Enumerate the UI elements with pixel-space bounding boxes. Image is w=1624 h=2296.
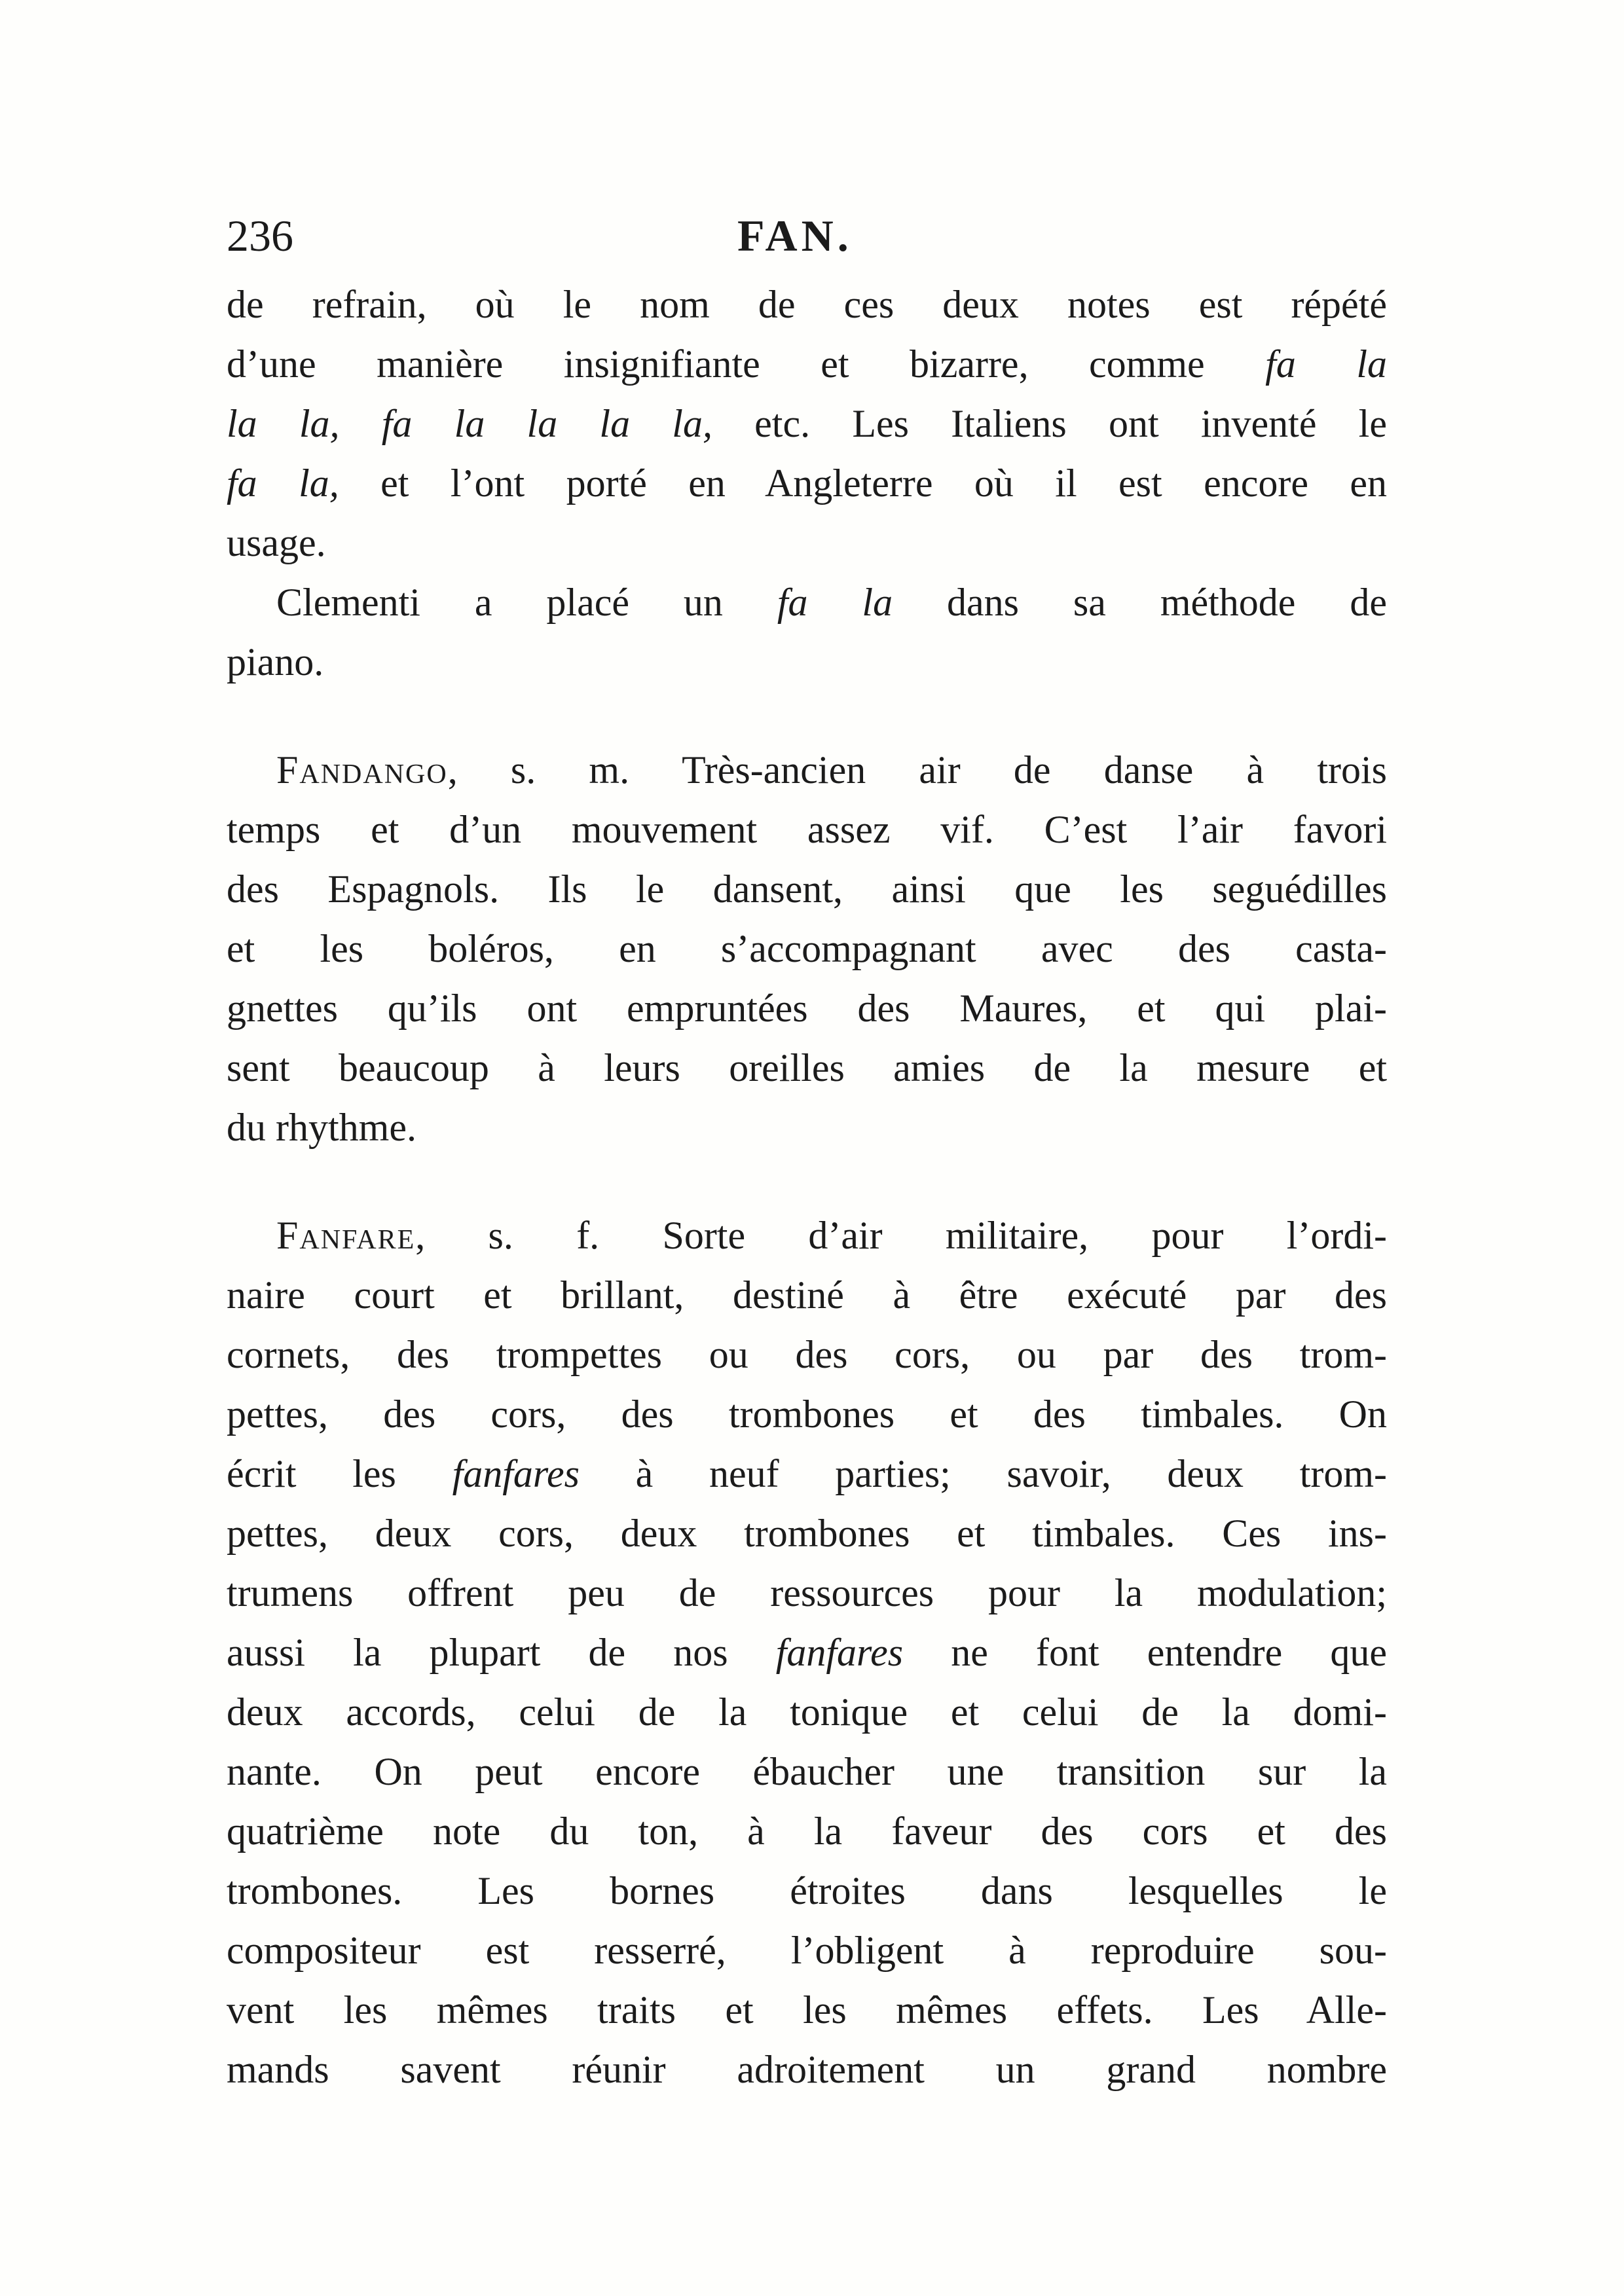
entry-headword: Fanfare (276, 1214, 416, 1257)
entry-headword: Fandango (276, 748, 448, 792)
text-run: piano. (227, 640, 324, 683)
text-line (227, 573, 1387, 632)
text-run: trombones. Les bornes étroites dans lesquelles le (227, 1869, 1387, 1912)
text-line (227, 1385, 1387, 1444)
text-run: temps et d’un mouvement assez vif. C’est l’air favori (227, 808, 1387, 851)
text-run: dans sa méthode de (893, 581, 1387, 624)
paragraph (227, 275, 1387, 573)
page-number: 236 (227, 211, 293, 261)
text-line (227, 1980, 1387, 2040)
text-run: trumens offrent peu de ressources pour la modulation; (227, 1571, 1387, 1614)
text-line (227, 1206, 1387, 1266)
text-line (227, 1266, 1387, 1325)
paragraph (227, 1206, 1387, 2100)
text-run: vent les mêmes traits et les mêmes effets. Les Alle- (227, 1988, 1387, 2032)
text-run: de refrain, où le nom de ces deux notes est répété (227, 283, 1387, 326)
text-line (227, 1921, 1387, 1980)
text-line (227, 513, 1387, 573)
text-line (227, 1038, 1387, 1098)
text-line (227, 1098, 1387, 1157)
page-header (227, 203, 1405, 268)
text-line (227, 1563, 1387, 1623)
text-run: compositeur est resserré, l’obligent à reproduire sou- (227, 1929, 1387, 1972)
text-line (227, 1802, 1387, 1861)
text-run: à neuf parties; savoir, deux trom- (580, 1452, 1387, 1495)
text-run: pettes, des cors, des trombones et des timbales. On (227, 1393, 1387, 1436)
text-run: et les boléros, en s’accompagnant avec des casta- (227, 927, 1387, 970)
text-line (227, 1325, 1387, 1385)
paragraph-gap (227, 1157, 1387, 1206)
text-line (227, 800, 1387, 860)
text-line (227, 860, 1387, 919)
text-run: et l’ont porté en Angleterre où il est encore en (339, 462, 1387, 505)
paragraph-gap (227, 692, 1387, 740)
text-line (227, 1861, 1387, 1921)
text-line (227, 979, 1387, 1038)
italic-text: la la, fa la la la la, (227, 402, 712, 445)
text-run: du rhythme. (227, 1106, 416, 1149)
text-run: écrit les (227, 1452, 452, 1495)
text-run: nante. On peut encore ébaucher une transition sur la (227, 1750, 1387, 1793)
text-run: , s. f. Sorte d’air militaire, pour l’ordi- (415, 1214, 1387, 1257)
text-run: aussi la plupart de nos (227, 1631, 776, 1674)
body-text (227, 275, 1387, 2100)
paragraph (227, 573, 1387, 692)
text-run: mands savent réunir adroitement un grand nombre (227, 2048, 1387, 2091)
text-run: Clementi a placé un (276, 581, 777, 624)
text-run: des Espagnols. Ils le dansent, ainsi que les seguédilles (227, 867, 1387, 911)
text-run: d’une manière insignifiante et bizarre, comme (227, 342, 1266, 386)
text-run: naire court et brillant, destiné à être exécuté par des (227, 1273, 1387, 1317)
text-run: usage. (227, 521, 326, 564)
text-run: etc. Les Italiens ont inventé le (712, 402, 1387, 445)
text-line (227, 1623, 1387, 1683)
italic-text: fanfares (775, 1631, 904, 1674)
text-line (227, 1683, 1387, 1742)
text-line (227, 454, 1387, 513)
italic-text: fa la, (227, 462, 339, 505)
paragraph (227, 740, 1387, 1157)
text-run: quatrième note du ton, à la faveur des cors et des (227, 1810, 1387, 1853)
text-run: cornets, des trompettes ou des cors, ou par des trom- (227, 1333, 1387, 1376)
text-line (227, 740, 1387, 800)
text-run: deux accords, celui de la tonique et celui de la domi- (227, 1690, 1387, 1734)
text-line (227, 2040, 1387, 2100)
italic-text: fanfares (452, 1452, 580, 1495)
text-line (227, 919, 1387, 979)
text-line (227, 335, 1387, 394)
text-line (227, 1444, 1387, 1504)
text-line (227, 394, 1387, 454)
text-line (227, 1504, 1387, 1563)
text-run: gnettes qu’ils ont empruntées des Maures, et qui plai- (227, 987, 1387, 1030)
italic-text: fa la (777, 581, 893, 624)
text-line (227, 275, 1387, 335)
text-run: pettes, deux cors, deux trombones et timbales. Ces ins- (227, 1512, 1387, 1555)
italic-text: fa la (1265, 342, 1387, 386)
text-line (227, 1742, 1387, 1802)
text-run: sent beaucoup à leurs oreilles amies de la mesure et (227, 1046, 1387, 1089)
running-head: FAN. (737, 211, 853, 261)
text-run: ne font entendre que (903, 1631, 1387, 1674)
text-line (227, 632, 1387, 692)
text-run: , s. m. Très-ancien air de danse à trois (447, 748, 1387, 792)
